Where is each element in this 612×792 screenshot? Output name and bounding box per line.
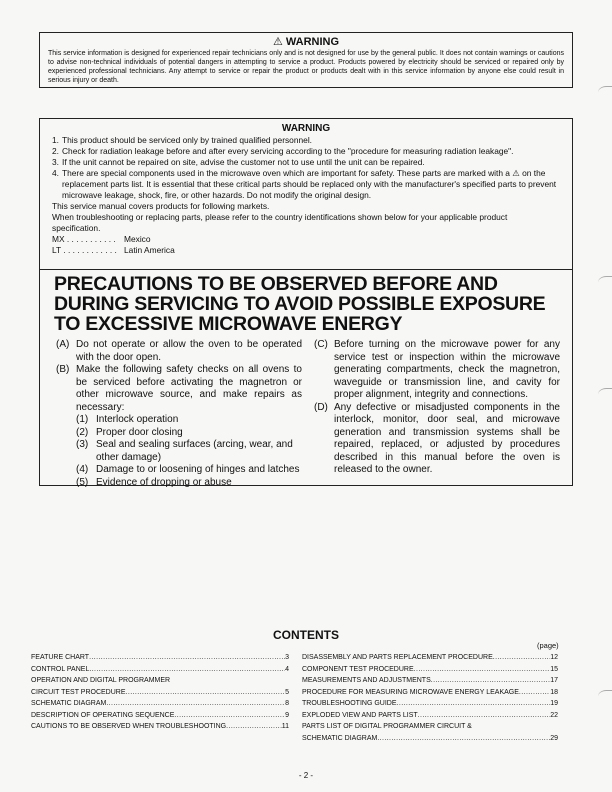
market-row: LT . . . . . . . . . . . . Latin America bbox=[52, 245, 175, 255]
binding-mark bbox=[598, 276, 612, 287]
check-item: (2) Proper door closing bbox=[76, 426, 183, 438]
warning-item: 1. This product should be serviced only by trained qualified personnel. bbox=[52, 135, 313, 145]
warning-triangle-icon: ⚠ bbox=[272, 36, 283, 48]
toc-entry[interactable]: EXPLODED VIEW AND PARTS LIST ..... 22 bbox=[302, 710, 558, 722]
precaution-a: (A) Do not operate or allow the oven to be operated with the door open. bbox=[56, 339, 302, 363]
toc-entry[interactable]: SCHEMATIC DIAGRAM ..... 8 bbox=[31, 698, 289, 710]
warning-list bbox=[40, 135, 572, 201]
precaution-c: (C) Before turning on the microwave power for any service test or inspection within the microwave generating compartments, check the magnetron, waveguide or transmission line, and cavity for proper alignment, integrity and connections. bbox=[314, 339, 560, 400]
toc-entry[interactable]: TROUBLESHOOTING GUIDE ..... 19 bbox=[302, 698, 558, 710]
check-item: (1) Interlock operation bbox=[76, 414, 179, 425]
service-warning-text: This service information is designed for experienced repair technicians only and is not designed for use by the general public. It does not contain warnings or cautions to advise non-technical individuals of potential dangers in attempting to service a product. Products powered by electricity should be serviced or repaired only by experienced professional technicians. Any attempt to service or repair the product or products dealt with in this service information by anyone else could result in serious injury or death. bbox=[48, 50, 564, 84]
precaution-b: (B) Make the following safety checks on all ovens to be serviced before activating the magnetron or other microwave source, and make repairs as necessary: bbox=[56, 364, 302, 413]
page-number: - 2 - bbox=[298, 771, 314, 780]
toc-entry[interactable]: FEATURE CHART ..... 3 bbox=[31, 652, 289, 664]
warning-item: 2. Check for radiation leakage before and after every servicing according to the "procedure for measuring radiation leakage". bbox=[52, 146, 514, 156]
service-warning-title: ⚠ WARNING bbox=[272, 36, 340, 48]
binding-mark bbox=[598, 388, 612, 399]
toc-entry[interactable]: DESCRIPTION OF OPERATING SEQUENCE ..... 9 bbox=[31, 710, 289, 722]
toc-entry[interactable]: MEASUREMENTS AND ADJUSTMENTS ..... 17 bbox=[302, 675, 558, 687]
precautions-heading: PRECAUTIONS TO BE OBSERVED BEFORE AND DURING SERVICING TO AVOID POSSIBLE EXPOSURE TO EXCESSIVE MICROWAVE ENERGY bbox=[54, 273, 546, 335]
toc-entry[interactable]: PROCEDURE FOR MEASURING MICROWAVE ENERGY LEAKAGE ..... 18 bbox=[302, 687, 558, 699]
toc-entry[interactable]: PARTS LIST OF DIGITAL PROGRAMMER CIRCUIT & bbox=[302, 723, 472, 730]
check-item: (4) Damage to or loosening of hinges and latches bbox=[76, 464, 300, 475]
check-item: (3) Seal and sealing surfaces (arcing, wear, and other damage) bbox=[76, 439, 293, 463]
toc-right bbox=[302, 652, 558, 744]
precautions-left-column bbox=[56, 339, 302, 489]
toc-entry[interactable]: OPERATION AND DIGITAL PROGRAMMER bbox=[31, 677, 171, 684]
toc-entry[interactable]: DISASSEMBLY AND PARTS REPLACEMENT PROCEDURE ..... 12 bbox=[302, 652, 558, 664]
warning-precautions-box bbox=[39, 118, 573, 486]
service-warning-box bbox=[39, 32, 573, 88]
troubleshoot-note: When troubleshooting or replacing parts, please refer to the country identifications shown below for your applicable product specification. bbox=[52, 212, 508, 233]
binding-mark bbox=[598, 86, 612, 97]
markets-intro: This service manual covers products for following markets. bbox=[52, 201, 270, 211]
check-item: (5) Evidence of dropping or abuse bbox=[76, 476, 232, 488]
precautions-right-column bbox=[314, 339, 560, 489]
precaution-d: (D) Any defective or misadjusted components in the interlock, monitor, door seal, and microwave generation and transmission systems shall be repaired, replaced, or adjusted by procedures described in this manual before the oven is released to the owner. bbox=[314, 401, 560, 475]
contents-title: CONTENTS bbox=[273, 628, 339, 642]
toc-entry[interactable]: CAUTIONS TO BE OBSERVED WHEN TROUBLESHOOTING ..... 11 bbox=[31, 721, 289, 733]
toc-entry[interactable]: COMPONENT TEST PROCEDURE ..... 15 bbox=[302, 664, 558, 676]
market-row: MX . . . . . . . . . . . Mexico bbox=[52, 234, 151, 244]
section-divider bbox=[40, 269, 572, 270]
toc-left bbox=[31, 652, 289, 733]
toc-entry[interactable]: CIRCUIT TEST PROCEDURE ..... 5 bbox=[31, 687, 289, 699]
toc-entry[interactable]: CONTROL PANEL ..... 4 bbox=[31, 664, 289, 676]
warning-item: 4. There are special components used in the microwave oven which are important for safety. These parts are marked with a ⚠ on the replacement parts list. It is essential that these critical parts should be replaced only with the manufacturer's specified parts to prevent microwave leakage, shock, fire, or other hazards. Do not modify the original design. bbox=[52, 168, 557, 200]
precautions-columns bbox=[56, 339, 560, 489]
warning-item: 3. If the unit cannot be repaired on site, advise the customer not to use until the unit can be repaired. bbox=[52, 157, 425, 167]
page-column-label: (page) bbox=[537, 641, 559, 650]
toc-entry[interactable]: SCHEMATIC DIAGRAM ..... 29 bbox=[302, 733, 558, 745]
warning-title: WARNING bbox=[281, 123, 331, 134]
binding-mark bbox=[598, 690, 612, 701]
